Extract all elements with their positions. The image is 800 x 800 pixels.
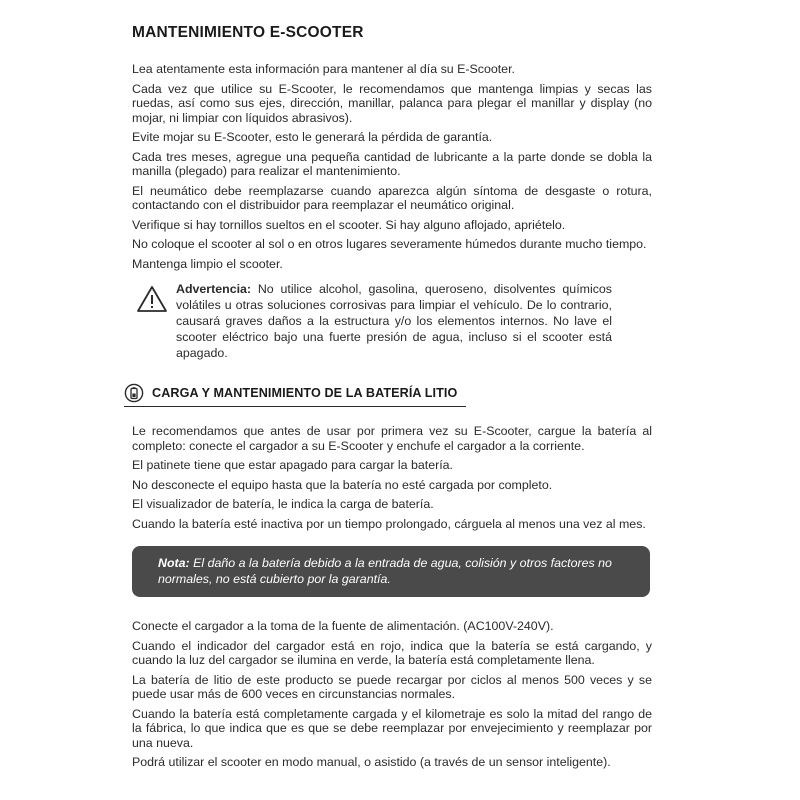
battery-section-heading — [124, 383, 466, 407]
paragraph-first-charge: Le recomendamos que antes de usar por primera vez su E-Scooter, cargue la batería al completo: conecte el cargador a su E-Scooter y enchufe el cargador a la corriente. — [132, 424, 652, 453]
paragraph-cleaning: Cada vez que utilice su E-Scooter, le recomendamos que mantenga limpias y secas las ruedas, así como sus ejes, dirección, manillar, palanca para plegar el manillar y display (no mojar, ni limpiar con líquidos abrasivos). — [132, 81, 652, 125]
paragraph-connect-charger: Conecte el cargador a la toma de la fuente de alimentación. (AC100V-240V). — [132, 619, 554, 633]
paragraph-sun: No coloque el scooter al sol o en otros lugares severamente húmedos durante mucho tiempo. — [132, 237, 647, 251]
warning-triangle-icon — [136, 285, 168, 313]
paragraph-off-to-charge: El patinete tiene que estar apagado para cargar la batería. — [132, 458, 454, 472]
maintenance-paragraphs — [132, 62, 652, 271]
paragraph-water: Evite mojar su E-Scooter, esto le generará la pérdida de garantía. — [132, 130, 493, 144]
paragraph-screws: Verifique si hay tornillos sueltos en el scooter. Si hay alguno aflojado, apriételo. — [132, 217, 566, 232]
battery-paragraphs — [132, 424, 652, 531]
warning-text — [176, 281, 612, 361]
warning-block — [136, 281, 612, 361]
page-title: MANTENIMIENTO E-SCOOTER — [132, 24, 364, 41]
paragraph-battery-display: El visualizador de batería, le indica la carga de batería. — [132, 497, 434, 511]
paragraph-intro: Lea atentamente esta información para mantener al día su E-Scooter. — [132, 62, 515, 76]
paragraph-battery-cycles: La batería de litio de este producto se puede recargar por ciclos al menos 500 veces y se puede usar más de 600 veces en circunstancias normales. — [132, 672, 652, 701]
paragraph-battery-aging: Cuando la batería está completamente cargada y el kilometraje es solo la mitad del rango de la fábrica, lo que indica que es que se debe reemplazar por envejecimiento y reemplazar por una nueva. — [132, 706, 652, 750]
paragraph-riding-modes: Podrá utilizar el scooter en modo manual, o asistido (a través de un sensor inteligente). — [132, 755, 611, 769]
battery-icon — [124, 383, 144, 403]
paragraph-charger-indicator: Cuando el indicador del cargador está en rojo, indica que la batería se está cargando, y cuando la luz del cargador se ilumina en verde, la batería está completamente llena. — [132, 638, 652, 667]
paragraph-tyre: El neumático debe reemplazarse cuando aparezca algún síntoma de desgaste o rotura, contactando con el distribuidor para reemplazar el neumático original. — [132, 183, 652, 212]
warning-label: Advertencia: — [176, 282, 252, 296]
paragraph-lubricant: Cada tres meses, agregue una pequeña cantidad de lubricante a la parte donde se dobla la manilla (plegado) para realizar el mantenimiento. — [132, 149, 652, 178]
charging-paragraphs — [132, 619, 652, 770]
paragraph-clean: Mantenga limpio el scooter. — [132, 256, 283, 271]
note-box — [132, 546, 650, 597]
paragraph-do-not-disconnect: No desconecte el equipo hasta que la batería no esté cargada por completo. — [132, 477, 553, 492]
paragraph-inactive-battery: Cuando la batería esté inactiva por un tiempo prolongado, cárguela al menos una vez al mes. — [132, 516, 646, 531]
battery-section-title: CARGA Y MANTENIMIENTO DE LA BATERÍA LITIO — [152, 386, 458, 400]
note-body: El daño a la batería debido a la entrada de agua, colisión y otros factores no normales, no está cubierto por la garantía. — [158, 556, 612, 586]
document-page — [132, 24, 652, 775]
note-label: Nota: — [158, 556, 190, 570]
warning-body: No utilice alcohol, gasolina, queroseno, disolventes químicos volátiles u otras soluciones corrosivas para limpiar el vehículo. De lo contrario, causará graves daños a la estructura y/o los elementos internos. No lave el scooter eléctrico bajo una fuerte presión de agua, incluso si el scooter está apagado. — [176, 282, 612, 360]
